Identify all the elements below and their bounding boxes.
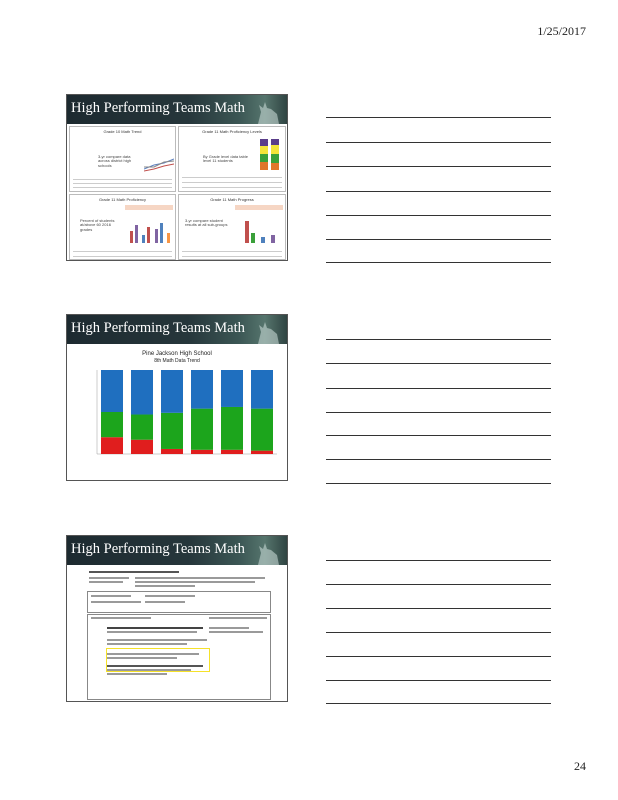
document-preview xyxy=(85,569,273,701)
bar-segment xyxy=(221,450,243,454)
note-line xyxy=(326,412,551,413)
bar-segment xyxy=(191,450,213,454)
chart-area xyxy=(67,344,287,480)
note-line xyxy=(326,632,551,633)
bar-segment xyxy=(251,370,273,409)
note-line xyxy=(326,584,551,585)
note-line xyxy=(326,560,551,561)
panel-proficiency xyxy=(69,194,176,260)
note-line xyxy=(326,191,551,192)
slide-header xyxy=(67,95,287,124)
note-line xyxy=(326,483,551,484)
panel-progress xyxy=(178,194,286,260)
note-line xyxy=(326,363,551,364)
note-line xyxy=(326,388,551,389)
slide-header xyxy=(67,536,287,565)
panel-title: Grade 11 Math Proficiency Levels xyxy=(202,129,262,134)
note-line xyxy=(326,339,551,340)
slide-1-thumbnail[interactable] xyxy=(66,94,288,261)
note-line xyxy=(326,262,551,263)
bar-segment xyxy=(101,412,123,437)
stacked-bars xyxy=(259,137,281,171)
panel-proficiency-levels xyxy=(178,126,286,192)
chart-subtitle: 8th Math Data Trend xyxy=(154,358,200,364)
stacked-bar-chart xyxy=(67,344,287,481)
note-line xyxy=(326,215,551,216)
bar-segment xyxy=(221,407,243,450)
bar-segment xyxy=(221,370,243,407)
page-number: 24 xyxy=(574,759,586,773)
panel-note: 3-yr compare student results at all sub-groups xyxy=(185,218,228,228)
wolf-icon xyxy=(255,537,281,565)
proficiency-bars xyxy=(128,217,174,243)
panel-title: Grade 10 Math Trend xyxy=(103,129,142,134)
note-line xyxy=(326,142,551,143)
bar-segment xyxy=(191,409,213,450)
note-line xyxy=(326,239,551,240)
bar-segment xyxy=(251,409,273,451)
progress-bars xyxy=(241,217,283,243)
panel-math-trend xyxy=(69,126,176,192)
bar-segment xyxy=(101,370,123,412)
header-date: 1/25/2017 xyxy=(537,24,586,38)
slide-3-thumbnail[interactable] xyxy=(66,535,288,702)
slide-2-thumbnail[interactable] xyxy=(66,314,288,481)
note-line xyxy=(326,656,551,657)
trend-lines xyxy=(144,151,174,175)
panel-title: Grade 11 Math Proficiency xyxy=(98,197,147,202)
dashboard-grid xyxy=(67,124,287,260)
panel-note: 3-yr compare data across district high schools xyxy=(98,154,132,168)
bar-segment xyxy=(131,440,153,454)
bar-segment xyxy=(161,413,183,449)
panel-title: Grade 11 Math Progress xyxy=(210,197,254,202)
bar-segment xyxy=(101,437,123,454)
bar-segment xyxy=(161,370,183,413)
panel-note: By Grade level data table level 11 students xyxy=(203,154,248,164)
slide-title: High Performing Teams Math xyxy=(71,541,245,557)
bar-segment xyxy=(251,451,273,454)
note-line xyxy=(326,166,551,167)
bar-segment xyxy=(131,415,153,440)
slide-title: High Performing Teams Math xyxy=(71,320,245,336)
bar-segment xyxy=(191,370,213,409)
slide-title: High Performing Teams Math xyxy=(71,100,245,116)
wolf-icon xyxy=(255,316,281,344)
slide-header xyxy=(67,315,287,344)
panel-note: Percent of students at/above 60 2016 grades xyxy=(80,218,115,232)
note-line xyxy=(326,435,551,436)
highlight-box xyxy=(106,648,210,672)
bar-segment xyxy=(161,449,183,454)
bar-segment xyxy=(131,370,153,415)
note-line xyxy=(326,608,551,609)
note-line xyxy=(326,680,551,681)
wolf-icon xyxy=(255,96,281,124)
chart-title: Pine Jackson High School xyxy=(142,351,212,357)
note-line xyxy=(326,459,551,460)
note-line xyxy=(326,703,551,704)
note-line xyxy=(326,117,551,118)
